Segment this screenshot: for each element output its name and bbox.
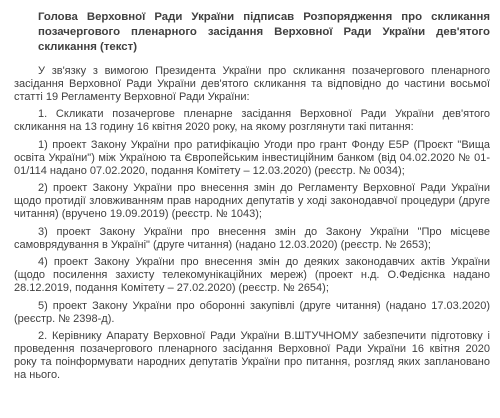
paragraph-subitem-4: 4) проект Закону України про внесення змін до деяких законодавчих актів України (щодо посилення захисту телекомунікаційних мереж) (проект н.д. О.Федієнка надано 28.12.2019, подання Комітету – 27.02.2020) (реєстр. № 2654); xyxy=(14,256,490,294)
paragraph-subitem-2: 2) проект Закону України про внесення змін до Регламенту Верховної Ради України щодо протидії зловживанням прав народних депутатів у ході законодавчої процедури (друге читання) (вручено 19.09.2019) (реєстр. № 1043); xyxy=(14,182,490,220)
paragraph-subitem-3: 3) проект Закону України про внесення змін до Закону України "Про місцеве самоврядування в Україні" (друге читання) (надано 12.03.2020) (реєстр. № 2653); xyxy=(14,225,490,251)
paragraph-subitem-1: 1) проект Закону України про ратифікацію Угоди про грант Фонду Е5Р (Проєкт "Вища освіта України") між Україною та Європейським інвестиційним банком (від 04.02.2020 № 01-01/114 надано 07.02.2020, подання Комітету – 12.03.2020) (реєстр. № 0034); xyxy=(14,138,490,177)
document-body xyxy=(14,65,490,382)
paragraph-item-1: 1. Скликати позачергове пленарне засідання Верховної Ради України дев'ятого скликання на 13 годину 16 квітня 2020 року, на якому розглянути такі питання: xyxy=(14,108,490,134)
document-title: Голова Верховної Ради України підписав Розпорядження про скликання позачергового пленарного засідання Верховної Ради України дев'ятого скликання (текст) xyxy=(38,11,490,53)
paragraph-item-2: 2. Керівнику Апарату Верховної Ради України В.ШТУЧНОМУ забезпечити підготовку і проведення позачергового пленарного засідання Верховної Ради України 16 квітня 2020 року та поінформувати народних депутатів України про питання, розгляд яких заплановано на нього. xyxy=(14,330,490,381)
paragraph-subitem-5: 5) проект Закону України про оборонні закупівлі (друге читання) (надано 17.03.2020) (реєстр. № 2398-д). xyxy=(14,299,490,325)
paragraph-intro: У зв'язку з вимогою Президента України про скликання позачергового пленарного засідання Верховної Ради України дев'ятого скликання та відповідно до частини восьмої статті 19 Регламенту Верховної Ради України: xyxy=(14,65,490,103)
